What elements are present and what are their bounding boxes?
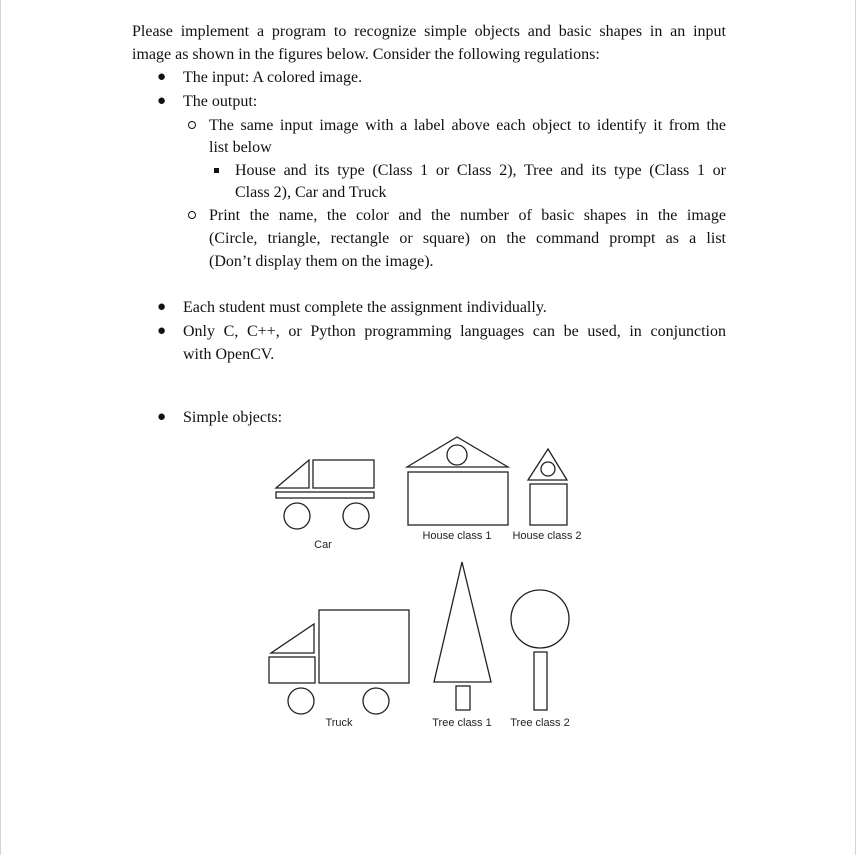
truck-drawing — [269, 610, 409, 714]
car-base-rect — [276, 492, 374, 498]
house-class1-drawing — [407, 437, 508, 525]
input-item: The input: A colored image. — [183, 69, 363, 86]
truck-label: Truck — [325, 717, 353, 729]
language-line-2: with OpenCV. — [183, 346, 275, 363]
bullet-dot: ● — [157, 299, 167, 315]
car-windshield-triangle — [276, 460, 309, 488]
tree1-trunk-rect — [456, 686, 470, 710]
house2-window-circle — [541, 462, 555, 476]
truck-windshield-triangle — [271, 624, 314, 653]
car-wheel-right — [343, 503, 369, 529]
simple-objects-figure — [1, 0, 856, 855]
intro-line-2: image as shown in the figures below. Consider the following regulations: — [132, 46, 600, 63]
output-sub1-line-2: list below — [209, 139, 272, 156]
car-body-rect — [313, 460, 374, 488]
bullet-dot: ● — [157, 409, 167, 425]
house-class2-label: House class 2 — [512, 530, 582, 542]
tree1-crown-triangle — [434, 562, 491, 682]
intro-line-1: Please implement a program to recognize simple objects and basic shapes in an input — [132, 23, 726, 40]
language-line-1: Only C, C++, or Python programming languages can be used, in conjunction — [183, 323, 726, 340]
output-sub1-line-1: The same input image with a label above each object to identify it from the — [209, 117, 726, 134]
output-detail-line-1: House and its type (Class 1 or Class 2), Tree and its type (Class 1 or — [235, 162, 726, 179]
output-item: The output: — [183, 93, 258, 110]
car-label: Car — [314, 539, 332, 551]
bullet-dot: ● — [157, 93, 167, 109]
tree2-trunk-rect — [534, 652, 547, 710]
truck-wheel-left — [288, 688, 314, 714]
house1-window-circle — [447, 445, 467, 465]
car-wheel-left — [284, 503, 310, 529]
truck-wheel-right — [363, 688, 389, 714]
output-sub2-line-1: Print the name, the color and the number of basic shapes in the image — [209, 207, 726, 224]
bullet-dot: ● — [157, 69, 167, 85]
house1-roof-triangle — [407, 437, 508, 467]
output-sub2-line-2: (Circle, triangle, rectangle or square) on the command prompt as a list — [209, 230, 726, 247]
tree-class1-drawing — [434, 562, 491, 710]
tree-class1-label: Tree class 1 — [432, 717, 492, 729]
tree-class2-label: Tree class 2 — [510, 717, 570, 729]
bullet-dot: ● — [157, 323, 167, 339]
house-class1-label: House class 1 — [422, 530, 492, 542]
individual-item: Each student must complete the assignment individually. — [183, 299, 547, 316]
truck-cab-rect — [269, 657, 315, 683]
house2-body-square — [530, 484, 567, 525]
car-drawing — [276, 460, 374, 529]
output-detail-line-2: Class 2), Car and Truck — [235, 184, 387, 201]
truck-cargo-rect — [319, 610, 409, 683]
output-sub2-line-3: (Don’t display them on the image). — [209, 253, 434, 270]
simple-objects-item: Simple objects: — [183, 409, 283, 426]
tree2-crown-circle — [511, 590, 569, 648]
tree-class2-drawing — [511, 590, 569, 710]
house1-body-rect — [408, 472, 508, 525]
house-class2-drawing — [528, 449, 567, 525]
